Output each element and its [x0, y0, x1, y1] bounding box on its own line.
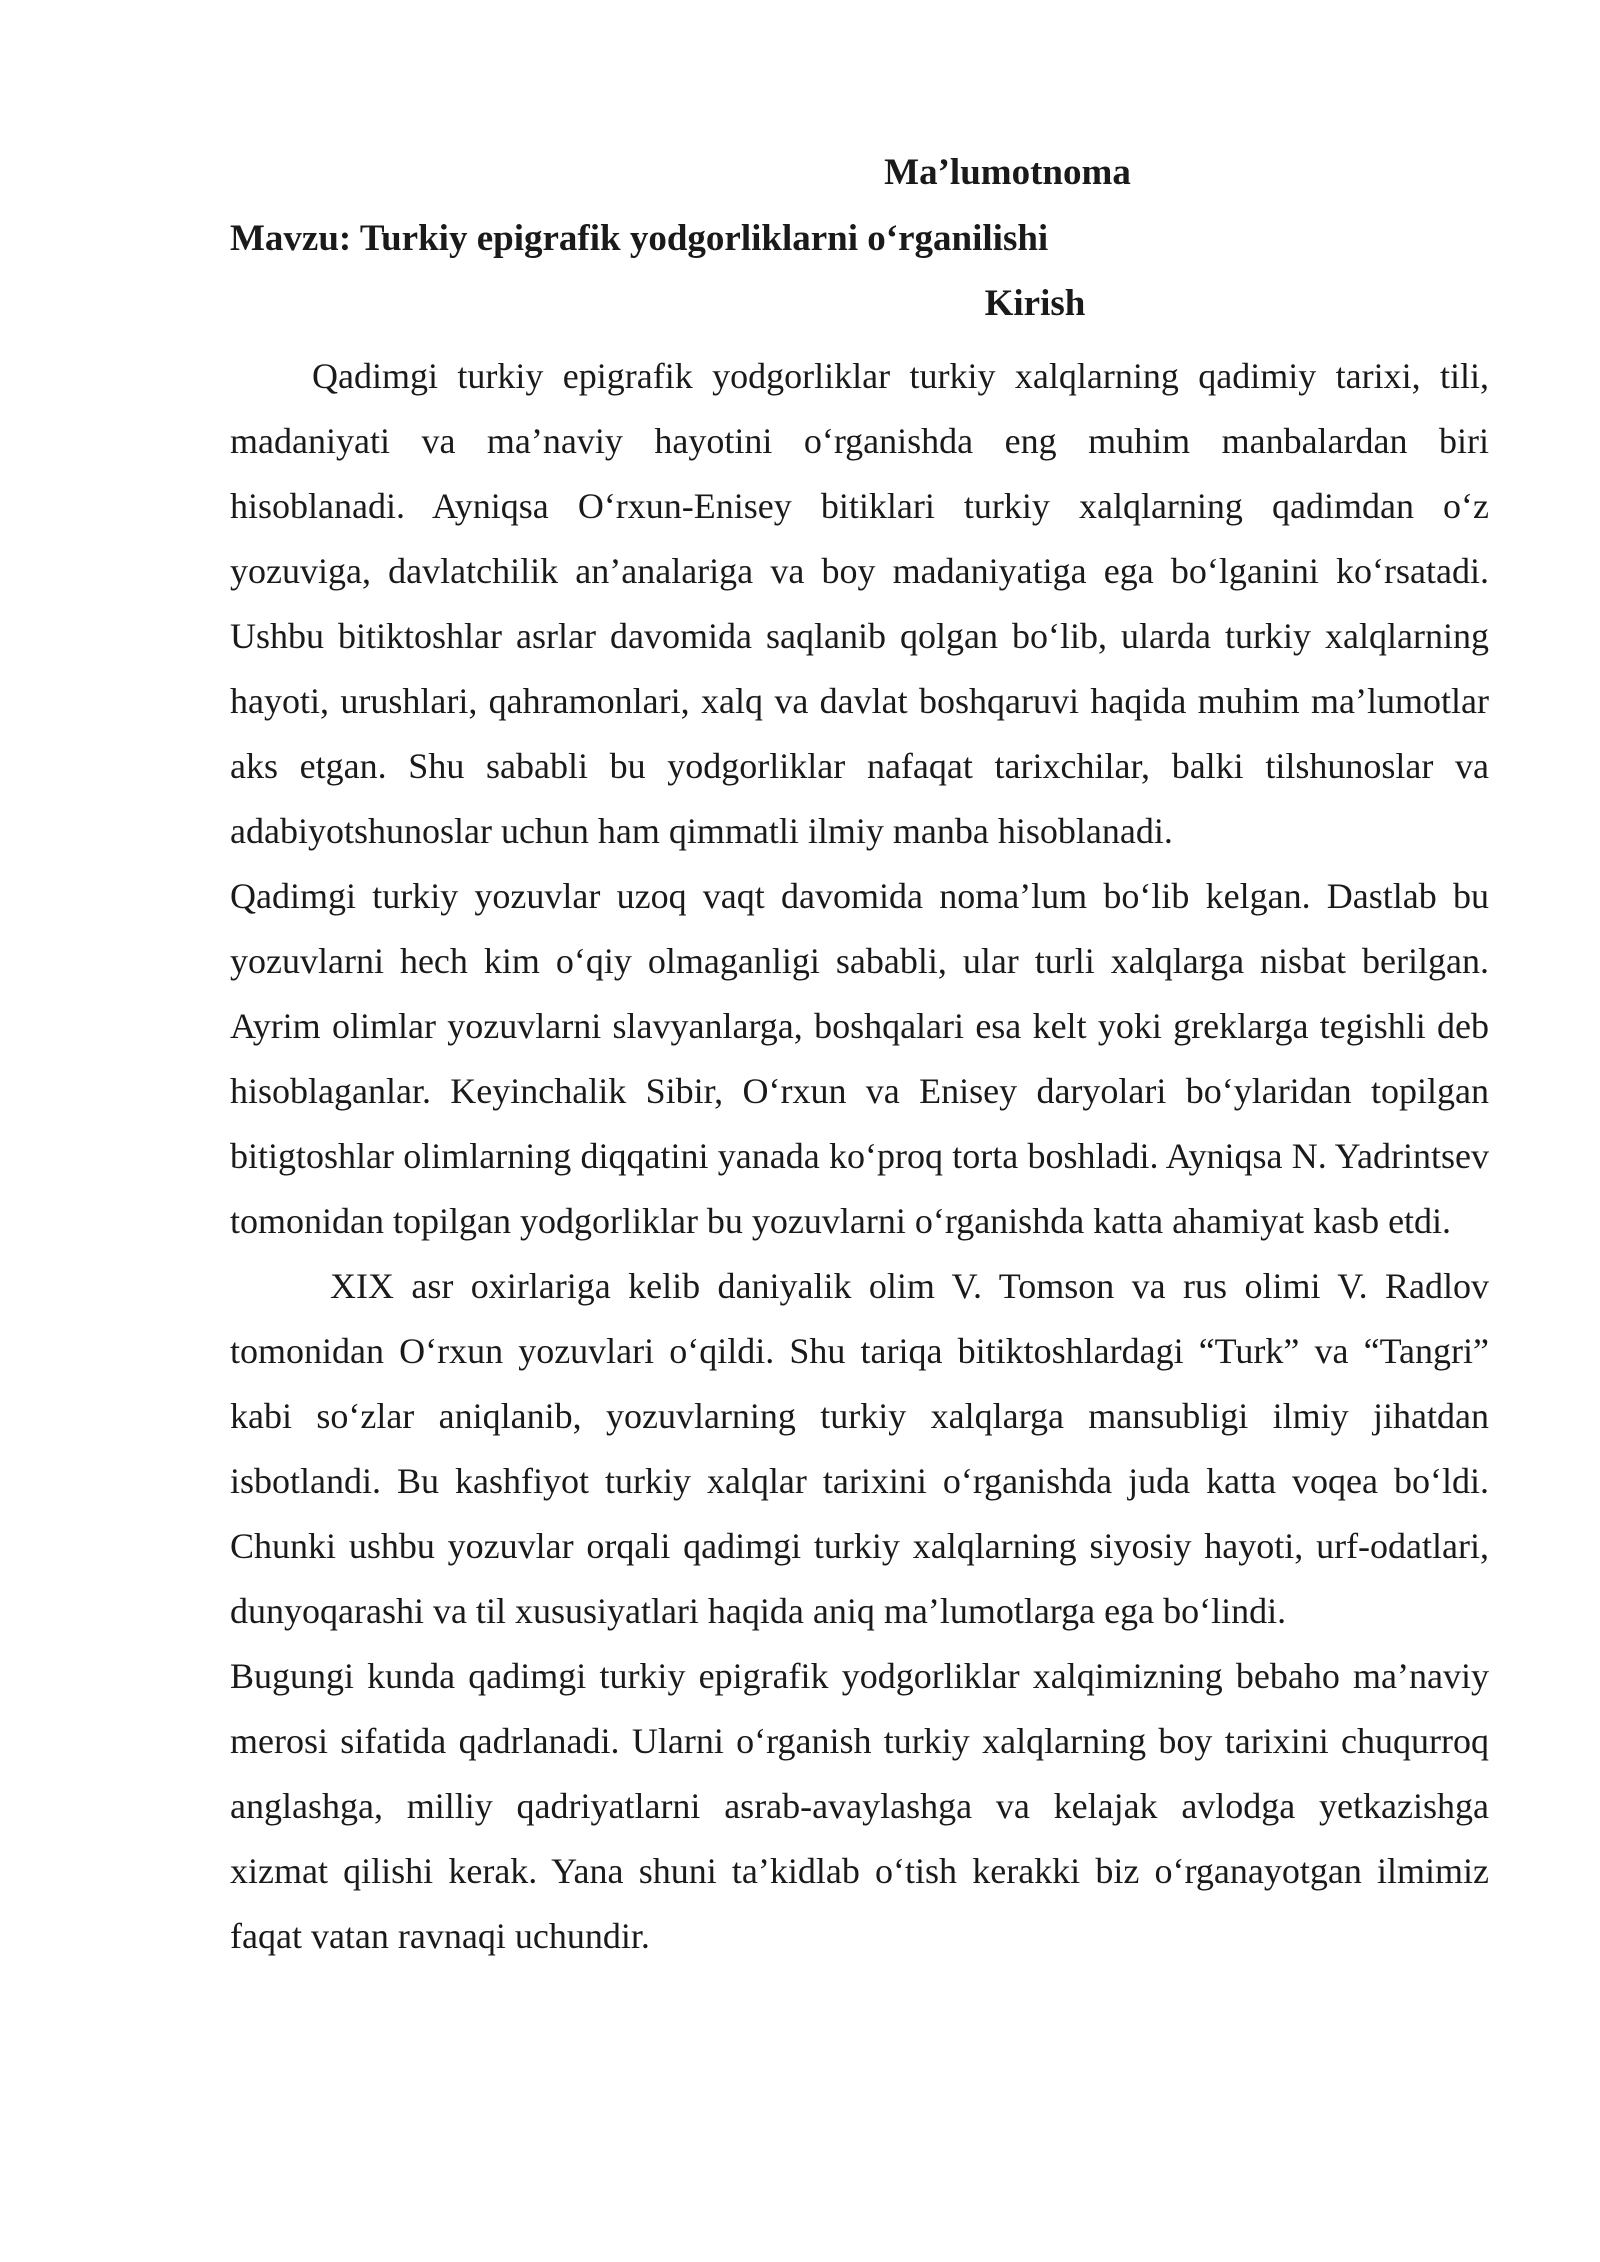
paragraph: Bugungi kunda qadimgi turkiy epigrafik yodgorliklar xalqimizning bebaho ma’naviy merosi sifatida qadrlanadi. Ularni o‘rganish turkiy xalqlarning boy tarixini chuqurroq anglashga, milliy qadriyatlarni asrab-avaylashga va kelajak avlodga yetkazishga xizmat qilishi kerak. Yana shuni ta’kidlab o‘tish kerakki biz o‘rganayotgan ilmimiz faqat vatan ravnaqi uchundir.	[230, 1656, 1489, 1956]
topic-heading: Mavzu: Turkiy epigrafik yodgorliklarni o‘rganilishi	[230, 218, 1049, 259]
paragraph: Qadimgi turkiy yozuvlar uzoq vaqt davomida noma’lum bo‘lib kelgan. Dastlab bu yozuvlarni hech kim o‘qiy olmaganligi sababli, ular turli xalqlarga nisbat berilgan. Ayrim olimlar yozuvlarni slavyanlarga, boshqalari esa kelt yoki greklarga tegishli deb hisoblaganlar. Keyinchalik Sibir, O‘rxun va Enisey daryolari bo‘ylaridan topilgan bitigtoshlar olimlarning diqqatini yanada ko‘proq torta boshladi. Ayniqsa N. Yadrintsev tomonidan topilgan yodgorliklar bu yozuvlarni o‘rganishda katta ahamiyat kasb etdi.	[230, 876, 1489, 1241]
section-heading: Kirish	[984, 283, 1086, 324]
paragraph: Qadimgi turkiy epigrafik yodgorliklar turkiy xalqlarning qadimiy tarixi, tili, madaniyati va ma’naviy hayotini o‘rganishda eng muhim manbalardan biri hisoblanadi. Ayniqsa O‘rxun-Enisey bitiklari turkiy xalqlarning qadimdan o‘z yozuviga, davlatchilik an’analariga va boy madaniyatiga ega bo‘lganini ko‘rsatadi. Ushbu bitiktoshlar asrlar davomida saqlanib qolgan bo‘lib, ularda turkiy xalqlarning hayoti, urushlari, qahramonlari, xalq va davlat boshqaruvi haqida muhim ma’lumotlar aks etgan. Shu sababli bu yodgorliklar nafaqat tarixchilar, balki tilshunoslar va adabiyotshunoslar uchun ham qimmatli ilmiy manba hisoblanadi.	[230, 356, 1489, 851]
paragraph: XIX asr oxirlariga kelib daniyalik olim V. Tomson va rus olimi V. Radlov tomonidan O‘rxun yozuvlari o‘qildi. Shu tariqa bitiktoshlardagi “Turk” va “Tangri” kabi so‘zlar aniqlanib, yozuvlarning turkiy xalqlarga mansubligi ilmiy jihatdan isbotlandi. Bu kashfiyot turkiy xalqlar tarixini o‘rganishda juda katta voqea bo‘ldi. Chunki ushbu yozuvlar orqali qadimgi turkiy xalqlarning siyosiy hayoti, urf-odatlari, dunyoqarashi va til xususiyatlari haqida aniq ma’lumotlarga ega bo‘lindi.	[230, 1266, 1489, 1631]
document-title: Ma’lumotnoma	[884, 152, 1131, 193]
document-body	[230, 344, 1489, 1969]
